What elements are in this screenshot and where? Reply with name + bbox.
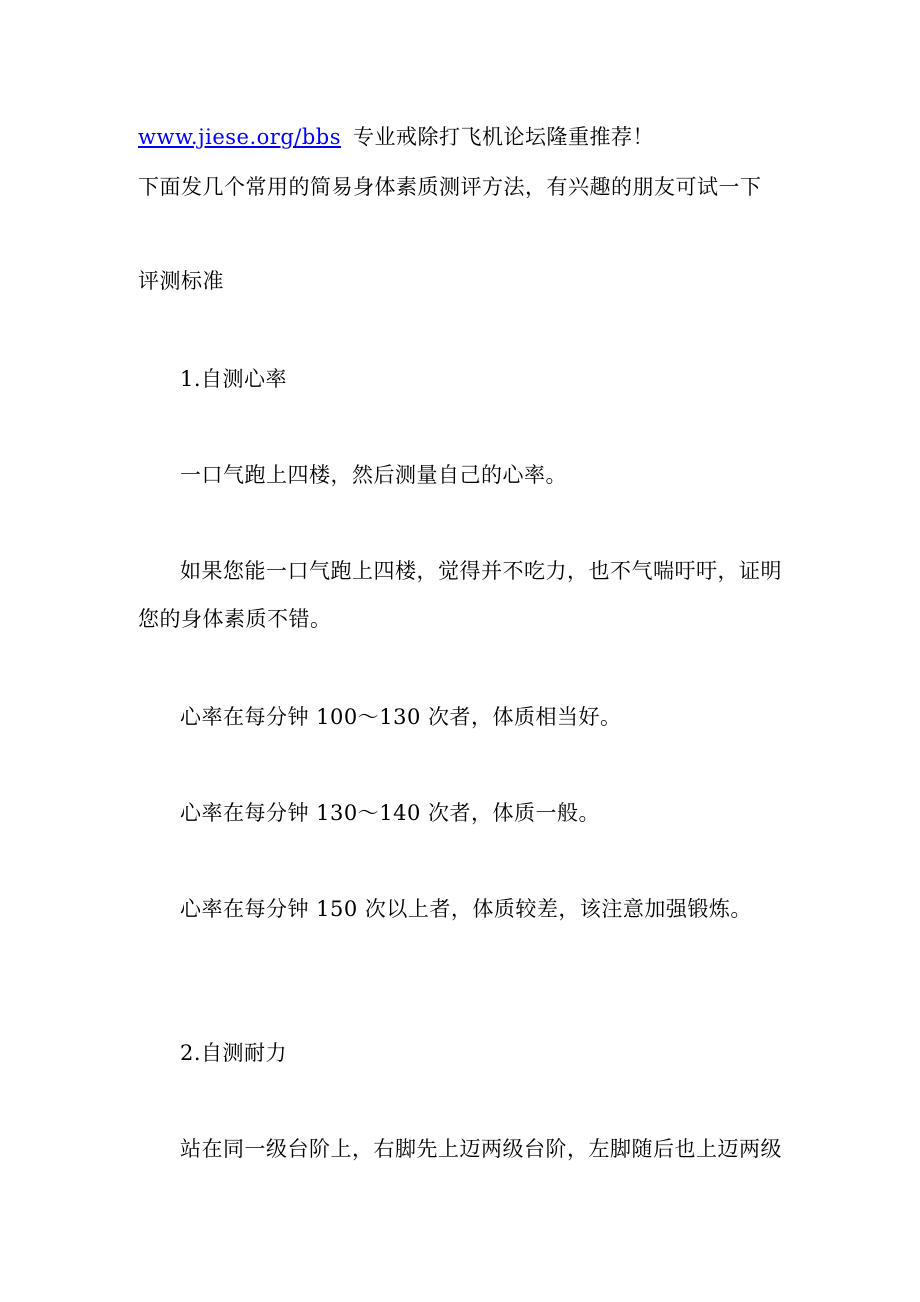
intro-text: 下面发几个常用的简易身体素质测评方法，有兴趣的朋友可试一下 [138,175,762,199]
section-title: 评测标准 [138,269,224,293]
item2-paragraph-1-line-1: 站在同一级台阶上，右脚先上迈两级台阶，左脚随后也上迈两级 [180,1137,782,1161]
header-tagline: 专业戒除打飞机论坛隆重推荐！ [353,125,655,149]
item2-heading: 2.自测耐力 [180,1041,288,1065]
heart-rate-average: 心率在每分钟 130～140 次者，体质一般。 [180,801,601,825]
item1-paragraph-1: 一口气跑上四楼，然后测量自己的心率。 [180,463,567,487]
item1-paragraph-2-line-2: 您的身体素质不错。 [138,607,332,631]
heart-rate-good: 心率在每分钟 100～130 次者，体质相当好。 [180,705,622,729]
heart-rate-poor: 心率在每分钟 150 次以上者，体质较差，该注意加强锻炼。 [180,897,752,921]
item1-heading: 1.自测心率 [180,367,288,391]
item1-paragraph-2-line-1: 如果您能一口气跑上四楼，觉得并不吃力，也不气喘吁吁，证明 [180,559,782,583]
forum-link[interactable]: www.jiese.org/bbs [138,125,342,149]
header-line [138,122,654,152]
